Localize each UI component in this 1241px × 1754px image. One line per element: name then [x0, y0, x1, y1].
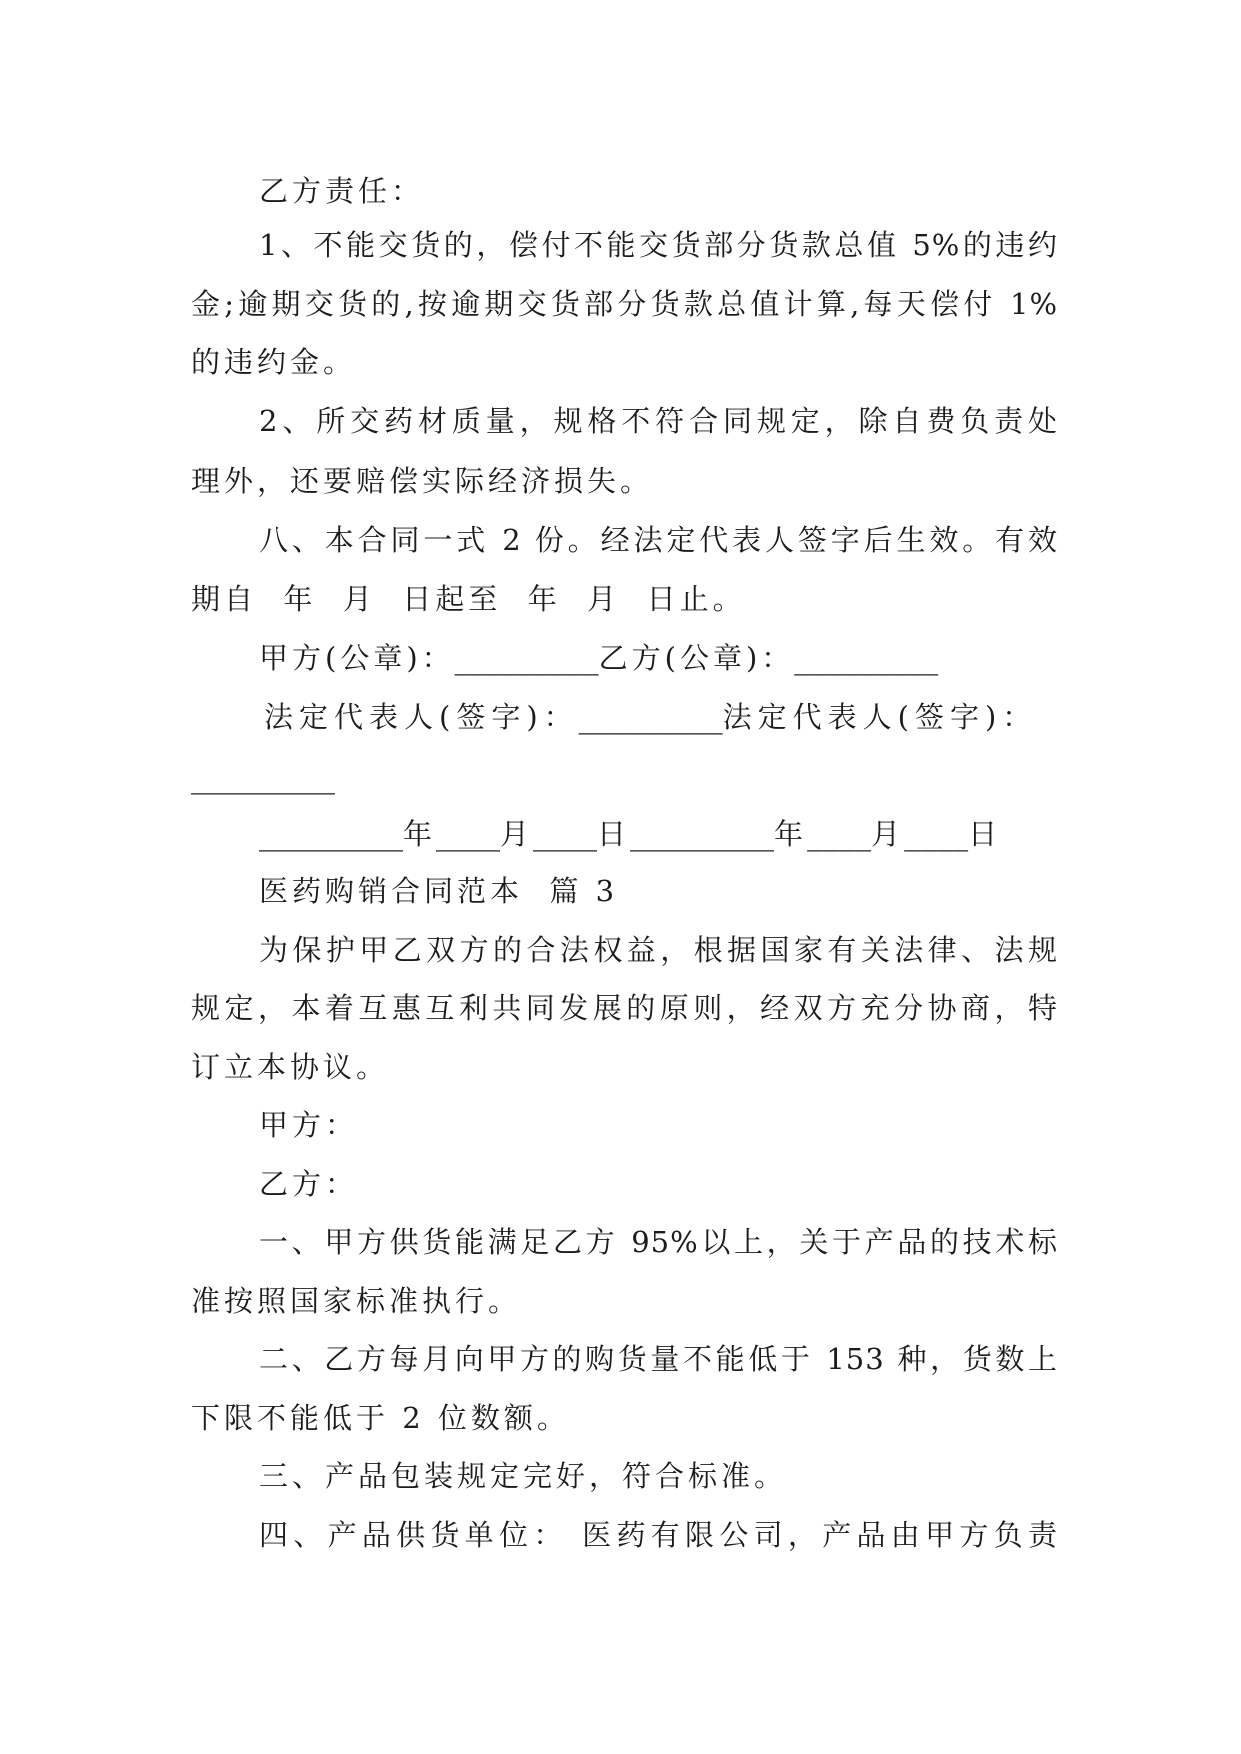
- clause-8-line-2: 期自 年 月 日起至 年 月 日止。: [191, 582, 746, 616]
- representative-row: [264, 696, 1058, 736]
- party-b-rep-label: 法定代表人(签字)：: [722, 700, 1038, 734]
- date-b-day: 日: [968, 817, 1002, 851]
- date-a-year-blank: _________: [259, 814, 403, 852]
- contract-3-clause-1-line-1: 一、甲方供货能满足乙方 95%以上，关于产品的技术标: [259, 1225, 1058, 1259]
- party-b-seal-label: 乙方(公章)：: [598, 641, 795, 675]
- party-a-seal-label: 甲方(公章)：: [259, 641, 455, 675]
- party-b-rep-blank-row: [191, 756, 1058, 796]
- yifang-liability-heading: 乙方责任：: [259, 174, 425, 208]
- date-b-day-blank: ____: [904, 814, 969, 852]
- date-a-day: 日: [597, 817, 631, 851]
- date-b-year: 年: [774, 817, 808, 851]
- contract-3-clause-1-line-2: 准按照国家标准执行。: [191, 1284, 522, 1318]
- clause-8-line-1: 八、本合同一式 2 份。经法定代表人签字后生效。有效: [259, 523, 1058, 557]
- party-b-rep-blank: _________: [191, 757, 335, 795]
- date-row: [259, 813, 1058, 853]
- party-a-rep-label: 法定代表人(签字)：: [264, 700, 579, 734]
- date-a-day-blank: ____: [533, 814, 598, 852]
- preamble-line-2: 规定，本着互惠互利共同发展的原则，经双方充分协商，特: [191, 991, 1058, 1025]
- liability-clause-1-line-3: 的违约金。: [191, 345, 357, 379]
- preamble-line-3: 订立本协议。: [191, 1050, 390, 1084]
- party-a-seal-blank: _________: [454, 638, 599, 676]
- liability-clause-1-line-1: 1、不能交货的，偿付不能交货部分货款总值 5%的违约: [259, 228, 1058, 262]
- contract-3-title: 医药购销合同范本 篇 3: [259, 874, 619, 908]
- date-a-month: 月: [500, 817, 534, 851]
- date-a-month-blank: ____: [436, 814, 501, 852]
- contract-3-clause-2-line-2: 下限不能低于 2 位数额。: [191, 1401, 570, 1435]
- date-a-year: 年: [403, 817, 437, 851]
- contract-3-clause-2-line-1: 二、乙方每月向甲方的购货量不能低于 153 种，货数上: [259, 1342, 1058, 1376]
- liability-clause-2-line-2: 理外，还要赔偿实际经济损失。: [191, 464, 654, 498]
- date-b-month-blank: ____: [807, 814, 872, 852]
- date-b-month: 月: [871, 817, 905, 851]
- preamble-line-1: 为保护甲乙双方的合法权益，根据国家有关法律、法规: [259, 933, 1058, 967]
- party-a-label: 甲方：: [259, 1108, 359, 1142]
- seal-row: [259, 637, 1058, 677]
- liability-clause-2-line-1: 2、所交药材质量，规格不符合同规定，除自费负责处: [259, 404, 1058, 438]
- party-a-rep-blank: _________: [578, 697, 723, 735]
- contract-3-clause-4-line-1: 四、产品供货单位： 医药有限公司，产品由甲方负责: [259, 1518, 1058, 1552]
- contract-3-clause-3-line-1: 三、产品包装规定完好，符合标准。: [259, 1459, 788, 1493]
- party-b-label: 乙方：: [259, 1167, 359, 1201]
- liability-clause-1-line-2: 金;逾期交货的,按逾期交货部分货款总值计算,每天偿付 1%: [191, 287, 1058, 321]
- date-b-year-blank: _________: [630, 814, 775, 852]
- party-b-seal-blank: _________: [794, 638, 939, 676]
